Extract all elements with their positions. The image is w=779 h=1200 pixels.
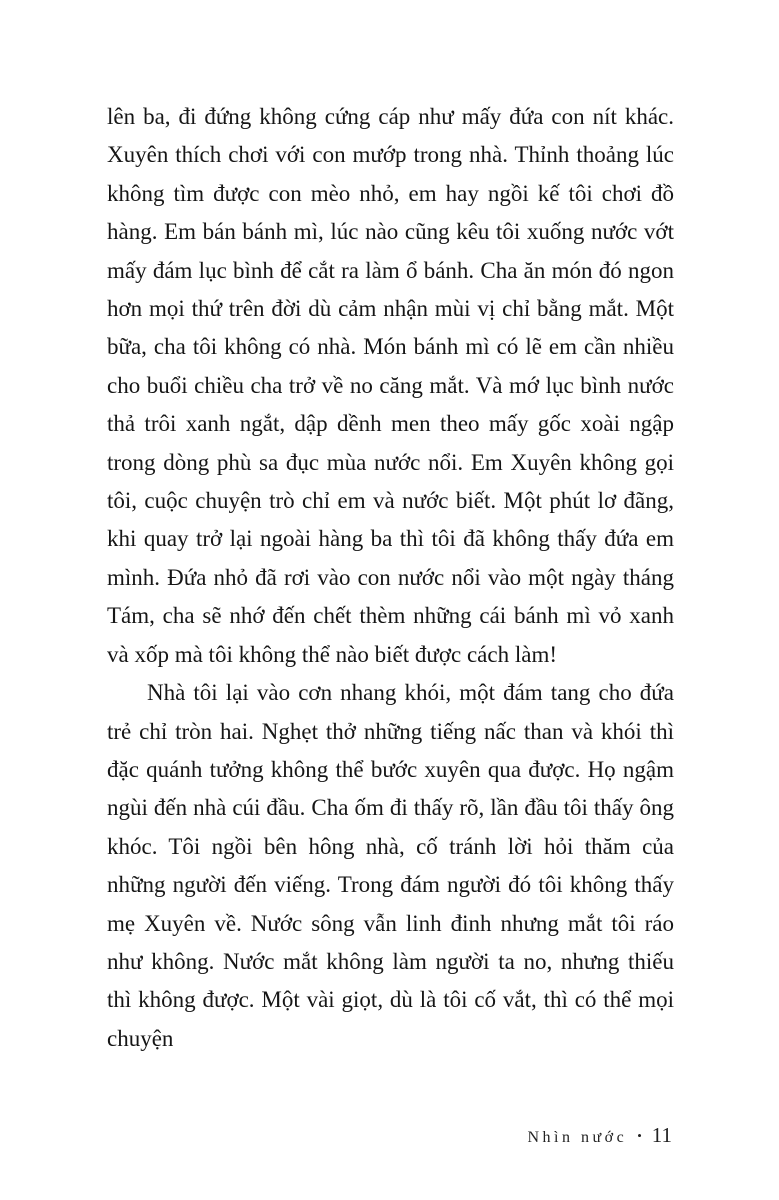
page-footer: [527, 1123, 672, 1148]
paragraph-continued: lên ba, đi đứng không cứng cáp như mấy đứa con nít khác. Xuyên thích chơi với con mướp trong nhà. Thỉnh thoảng lúc không tìm được con mèo nhỏ, em hay ngồi kế tôi chơi đồ hàng. Em bán bánh mì, lúc nào cũng kêu tôi xuống nước vớt mấy đám lục bình để cắt ra làm ổ bánh. Cha ăn món đó ngon hơn mọi thứ trên đời dù cảm nhận mùi vị chỉ bằng mắt. Một bữa, cha tôi không có nhà. Món bánh mì có lẽ em cần nhiều cho buổi chiều cha trở về no căng mắt. Và mớ lục bình nước thả trôi xanh ngắt, dập dềnh men theo mấy gốc xoài ngập trong dòng phù sa đục mùa nước nổi. Em Xuyên không gọi tôi, cuộc chuyện trò chỉ em và nước biết. Một phút lơ đãng, khi quay trở lại ngoài hàng ba thì tôi đã không thấy đứa em mình. Đứa nhỏ đã rơi vào con nước nổi vào một ngày tháng Tám, cha sẽ nhớ đến chết thèm những cái bánh mì vỏ xanh và xốp mà tôi không thể nào biết được cách làm!: [107, 104, 674, 667]
page-text: [107, 98, 674, 1058]
paragraph: Nhà tôi lại vào cơn nhang khói, một đám tang cho đứa trẻ chỉ tròn hai. Nghẹt thở những tiếng nấc than và khói thì đặc quánh tưởng không thể bước xuyên qua được. Họ ngậm ngùi đến nhà cúi đầu. Cha ốm đi thấy rõ, lần đầu tôi thấy ông khóc. Tôi ngồi bên hông nhà, cố tránh lời hỏi thăm của những người đến viếng. Trong đám người đó tôi không thấy mẹ Xuyên về. Nước sông vẫn linh đinh nhưng mắt tôi ráo như không. Nước mắt không làm người ta no, nhưng thiếu thì không được. Một vài giọt, dù là tôi cố vắt, thì có thể mọi chuyện: [107, 680, 674, 1051]
footer-separator-icon: •: [637, 1128, 642, 1143]
page-number: 11: [651, 1123, 672, 1147]
running-title: Nhìn nước: [527, 1129, 628, 1146]
